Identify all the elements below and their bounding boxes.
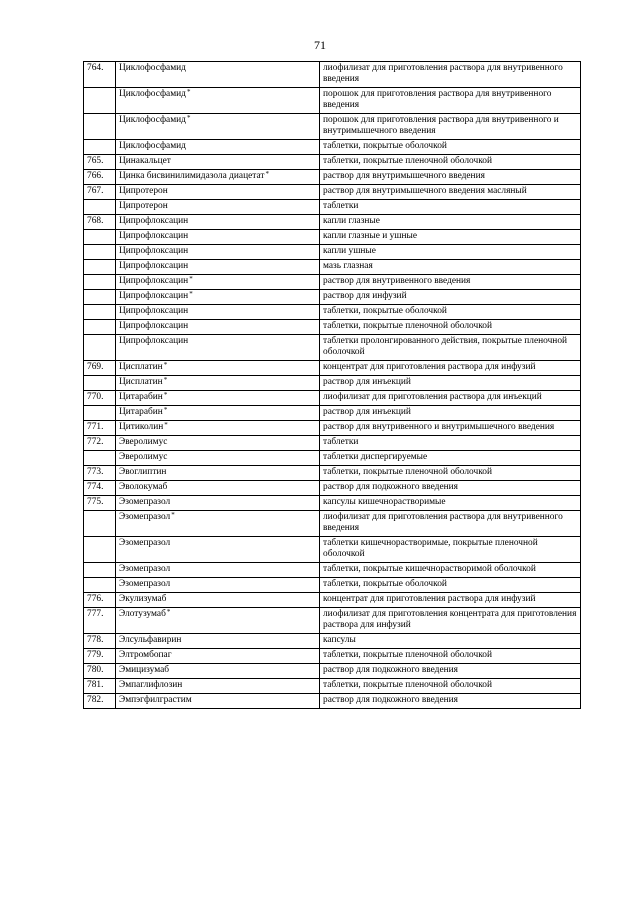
footnote-mark: * [171,511,175,519]
drug-name-cell [116,260,320,275]
table-row [84,664,581,679]
dosage-form: раствор для подкожного введения [320,694,581,709]
table-row [84,391,581,406]
dosage-form: таблетки кишечнорастворимые, покрытые пленочной оболочкой [320,537,581,563]
dosage-form: раствор для внутривенного введения [320,275,581,290]
row-number: 768. [84,215,116,230]
row-number [84,320,116,335]
row-number: 778. [84,634,116,649]
drug-name-cell [116,62,320,88]
dosage-form: таблетки, покрытые оболочкой [320,578,581,593]
row-number: 767. [84,185,116,200]
table-row [84,496,581,511]
row-number [84,376,116,391]
drug-name: Цитарабин [119,392,163,402]
drug-name-cell [116,694,320,709]
row-number: 772. [84,436,116,451]
drug-name: Элсульфавирин [119,635,182,645]
dosage-form: раствор для внутримышечного введения масляный [320,185,581,200]
row-number: 782. [84,694,116,709]
drug-name: Эзомепразол [119,579,171,589]
footnote-mark: * [265,170,269,178]
drug-name-cell [116,421,320,436]
row-number: 776. [84,593,116,608]
dosage-form: таблетки [320,436,581,451]
dosage-form: таблетки, покрытые оболочкой [320,140,581,155]
drug-name-cell [116,391,320,406]
table-row [84,593,581,608]
table-row [84,694,581,709]
drug-name: Ципрофлоксацин [119,216,189,226]
table-row [84,335,581,361]
drug-name: Цинакальцет [119,156,171,166]
drug-name: Эзомепразол [119,538,171,548]
row-number: 764. [84,62,116,88]
dosage-form: таблетки, покрытые пленочной оболочкой [320,679,581,694]
table-row [84,436,581,451]
table-row [84,230,581,245]
dosage-form: лиофилизат для приготовления раствора для внутривенного введения [320,511,581,537]
drug-name-cell [116,376,320,391]
drug-name-cell [116,215,320,230]
table-row [84,406,581,421]
drug-name: Ципрофлоксацин [119,306,189,316]
table-row [84,88,581,114]
row-number [84,245,116,260]
row-number [84,275,116,290]
dosage-form: капли ушные [320,245,581,260]
table-row [84,185,581,200]
dosage-form: концентрат для приготовления раствора для инфузий [320,361,581,376]
drug-name-cell [116,466,320,481]
dosage-form: таблетки, покрытые пленочной оболочкой [320,155,581,170]
dosage-form: таблетки [320,200,581,215]
drug-name: Эверолимус [119,437,168,447]
drug-name-cell [116,361,320,376]
drug-name-cell [116,593,320,608]
row-number [84,88,116,114]
drug-name-cell [116,185,320,200]
table-row [84,62,581,88]
row-number: 774. [84,481,116,496]
drug-name: Циклофосфамид [119,63,186,73]
drug-name: Элтромбопаг [119,650,172,660]
table-row [84,634,581,649]
dosage-form: мазь глазная [320,260,581,275]
dosage-form: таблетки, покрытые пленочной оболочкой [320,649,581,664]
drug-name: Элотузумаб [119,609,166,619]
drug-name-cell [116,451,320,466]
drug-name-cell [116,320,320,335]
dosage-form: таблетки, покрытые оболочкой [320,305,581,320]
drug-name: Ципрофлоксацин [119,321,189,331]
drug-table [83,61,581,709]
table-row [84,649,581,664]
table-row [84,608,581,634]
table-row [84,140,581,155]
dosage-form: таблетки, покрытые пленочной оболочкой [320,466,581,481]
table-row [84,155,581,170]
table-row [84,215,581,230]
table-row [84,320,581,335]
drug-name-cell [116,496,320,511]
drug-name-cell [116,245,320,260]
dosage-form: капли глазные и ушные [320,230,581,245]
drug-name-cell [116,305,320,320]
drug-name-cell [116,481,320,496]
dosage-form: раствор для внутривенного и внутримышечного введения [320,421,581,436]
row-number: 781. [84,679,116,694]
table-row [84,451,581,466]
drug-name: Ципрофлоксацин [119,261,189,271]
drug-name-cell [116,649,320,664]
row-number: 773. [84,466,116,481]
footnote-mark: * [164,421,168,429]
drug-name: Эвоглиптин [119,467,167,477]
drug-name: Ципрофлоксацин [119,336,189,346]
row-number: 775. [84,496,116,511]
drug-name-cell [116,578,320,593]
drug-name: Ципротерон [119,201,168,211]
footnote-mark: * [163,391,168,399]
table-row [84,114,581,140]
drug-name: Цитиколин [119,422,164,432]
row-number [84,335,116,361]
drug-name-cell [116,608,320,634]
footnote-mark: * [163,376,168,384]
drug-name: Эволокумаб [119,482,168,492]
drug-name: Ципрофлоксацин [119,246,189,256]
drug-name: Ципротерон [119,186,168,196]
drug-name: Циклофосфамид [119,89,186,99]
row-number: 771. [84,421,116,436]
table-row [84,421,581,436]
dosage-form: раствор для инъекций [320,406,581,421]
drug-name: Цитарабин [119,407,163,417]
drug-name-cell [116,406,320,421]
dosage-form: таблетки пролонгированного действия, покрытые пленочной оболочкой [320,335,581,361]
footnote-mark: * [189,275,193,283]
dosage-form: раствор для инъекций [320,376,581,391]
dosage-form: капли глазные [320,215,581,230]
row-number [84,563,116,578]
table-row [84,305,581,320]
row-number [84,451,116,466]
drug-name-cell [116,563,320,578]
drug-name-cell [116,275,320,290]
dosage-form: раствор для подкожного введения [320,664,581,679]
dosage-form: таблетки, покрытые кишечнорастворимой оболочкой [320,563,581,578]
drug-name-cell [116,537,320,563]
drug-name-cell [116,200,320,215]
table-row [84,290,581,305]
dosage-form: порошок для приготовления раствора для внутривенного и внутримышечного введения [320,114,581,140]
dosage-form: лиофилизат для приготовления раствора для инъекций [320,391,581,406]
dosage-form: капсулы [320,634,581,649]
row-number [84,537,116,563]
drug-name: Эзомепразол [119,564,171,574]
drug-name-cell [116,436,320,451]
dosage-form: порошок для приготовления раствора для внутривенного введения [320,88,581,114]
drug-name-cell [116,290,320,305]
table-row [84,361,581,376]
drug-name: Цисплатин [119,377,163,387]
row-number: 779. [84,649,116,664]
drug-name-cell [116,140,320,155]
footnote-mark: * [166,608,171,616]
drug-name: Эзомепразол [119,512,171,522]
drug-name: Ципрофлоксацин [119,276,189,286]
drug-name: Ципрофлоксацин [119,231,189,241]
table-row [84,511,581,537]
row-number: 770. [84,391,116,406]
footnote-mark: * [186,88,191,96]
drug-name-cell [116,114,320,140]
drug-name: Циклофосфамид [119,115,186,125]
drug-name-cell [116,679,320,694]
row-number: 765. [84,155,116,170]
drug-name: Эмицизумаб [119,665,170,675]
row-number [84,290,116,305]
drug-name: Ципрофлоксацин [119,291,189,301]
footnote-mark: * [186,114,191,122]
drug-table-body [84,62,581,709]
row-number: 780. [84,664,116,679]
table-row [84,260,581,275]
dosage-form: капсулы кишечнорастворимые [320,496,581,511]
table-row [84,245,581,260]
row-number [84,114,116,140]
footnote-mark: * [163,361,168,369]
drug-name: Циклофосфамид [119,141,186,151]
drug-name: Эверолимус [119,452,168,462]
drug-name-cell [116,155,320,170]
page-number: 71 [314,38,326,52]
drug-name-cell [116,634,320,649]
row-number [84,511,116,537]
row-number [84,578,116,593]
drug-name: Эмпаглифлозин [119,680,183,690]
row-number [84,406,116,421]
row-number [84,140,116,155]
drug-name: Экулизумаб [119,594,167,604]
dosage-form: таблетки, покрытые пленочной оболочкой [320,320,581,335]
dosage-form: раствор для подкожного введения [320,481,581,496]
row-number [84,305,116,320]
row-number [84,200,116,215]
table-row [84,170,581,185]
drug-name-cell [116,335,320,361]
row-number [84,230,116,245]
table-row [84,481,581,496]
table-row [84,679,581,694]
drug-name-cell [116,230,320,245]
table-row [84,466,581,481]
table-row [84,275,581,290]
drug-name-cell [116,511,320,537]
drug-name-cell [116,170,320,185]
dosage-form: раствор для инфузий [320,290,581,305]
drug-name: Цисплатин [119,362,163,372]
drug-name-cell [116,88,320,114]
row-number: 777. [84,608,116,634]
table-row [84,578,581,593]
dosage-form: лиофилизат для приготовления концентрата для приготовления раствора для инфузий [320,608,581,634]
row-number: 769. [84,361,116,376]
dosage-form: концентрат для приготовления раствора для инфузий [320,593,581,608]
footnote-mark: * [163,406,168,414]
dosage-form: раствор для внутримышечного введения [320,170,581,185]
row-number: 766. [84,170,116,185]
drug-name: Эмпэгфилграстим [119,695,192,705]
drug-name-cell [116,664,320,679]
table-row [84,200,581,215]
row-number [84,260,116,275]
dosage-form: лиофилизат для приготовления раствора для внутривенного введения [320,62,581,88]
drug-name: Эзомепразол [119,497,171,507]
dosage-form: таблетки диспергируемые [320,451,581,466]
table-row [84,563,581,578]
table-row [84,376,581,391]
table-row [84,537,581,563]
drug-name: Цинка бисвинилимидазола диацетат [119,171,265,181]
footnote-mark: * [189,290,193,298]
